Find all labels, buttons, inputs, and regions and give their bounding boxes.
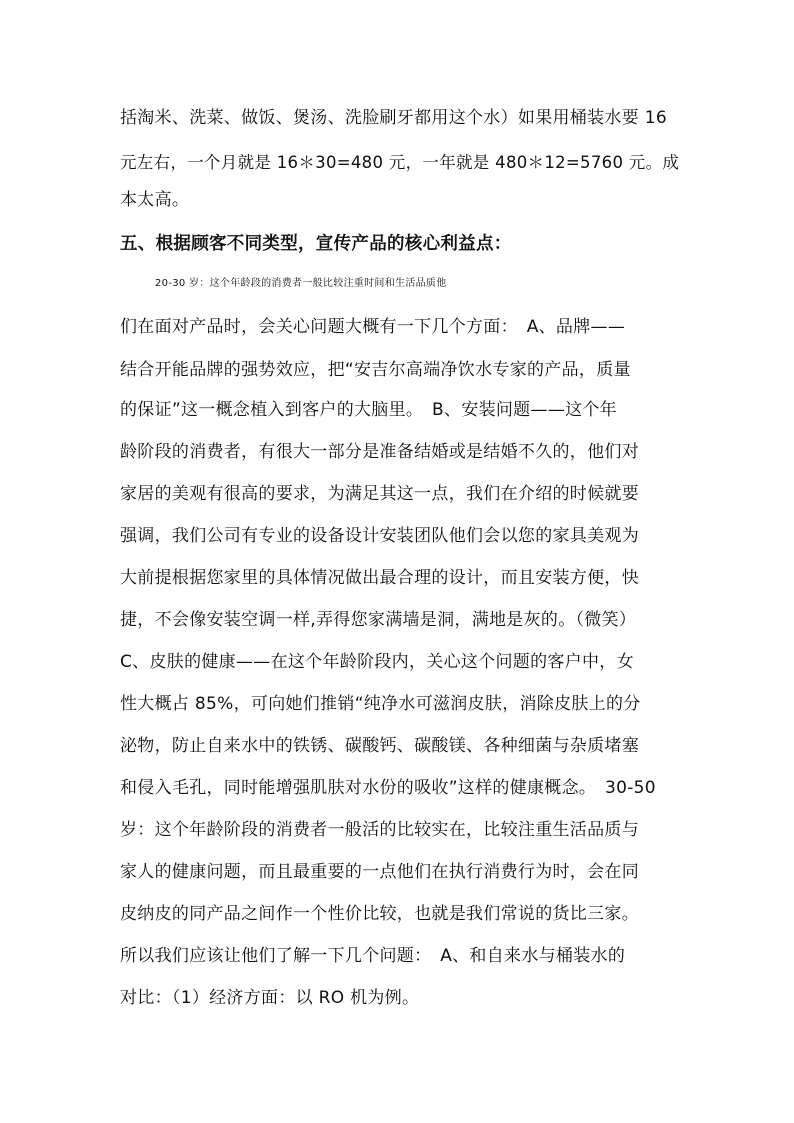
text-line: 岁：这个年龄阶段的消费者一般活的比较实在，比较注重生活品质与 [120,820,639,840]
text-line: 龄阶段的消费者，有很大一部分是准备结婚或是结婚不久的，他们对 [120,442,639,462]
text-line: 家人的健康问题，而且最重要的一点他们在执行消费行为时，会在同 [120,862,639,882]
text-line: 们在面对产品时，会关心问题大概有一下几个方面： A、品牌—— [120,317,626,337]
section-heading: 五、根据顾客不同类型，宣传产品的核心利益点： [120,234,512,254]
text-line: 所以我们应该让他们了解一下几个问题： A、和自来水与桶装水的 [120,946,626,966]
text-line: 捷，不会像安装空调一样,弄得您家满墙是洞，满地是灰的。（微笑） [120,610,637,630]
text-line: 的保证”这一概念植入到客户的大脑里。 B、安装问题——这个年 [120,400,617,420]
text-line: 皮纳皮的同产品之间作一个性价比较，也就是我们常说的货比三家。 [120,904,639,924]
text-line: 括淘米、洗菜、做饭、煲汤、洗脸刷牙都用这个水）如果用桶装水要 16 [120,108,667,128]
text-line: 元左右，一个月就是 16＊30=480 元，一年就是 480＊12=5760 元。成 [120,153,680,172]
text-line: 本太高。 [120,190,190,210]
text-line: 强调，我们公司有专业的设备设计安装团队他们会以您的家具美观为 [120,526,639,546]
text-line: 对比：（1）经济方面：以 RO 机为例。 [120,988,420,1008]
text-line: 结合开能品牌的强势效应，把“安吉尔高端净饮水专家的产品，质量 [120,360,631,380]
text-line: 和侵入毛孔，同时能增强肌肤对水份的吸收”这样的健康概念。 30-50 [120,778,656,798]
text-line: 泌物，防止自来水中的铁锈、碳酸钙、碳酸镁、各种细菌与杂质堵塞 [120,736,639,756]
text-line: 家居的美观有很高的要求，为满足其这一点，我们在介绍的时候就要 [120,484,639,504]
text-line: 大前提根据您家里的具体情况做出最合理的设计，而且安装方便，快 [120,568,639,588]
text-line: C、皮肤的健康——在这个年龄阶段内，关心这个问题的客户中，女 [120,652,634,672]
text-line: 性大概占 85%，可向她们推销“纯净水可滋润皮肤，消除皮肤上的分 [120,694,641,714]
text-line: 20-30 岁：这个年龄段的消费者一般比较注重时间和生活品质他 [155,278,447,289]
